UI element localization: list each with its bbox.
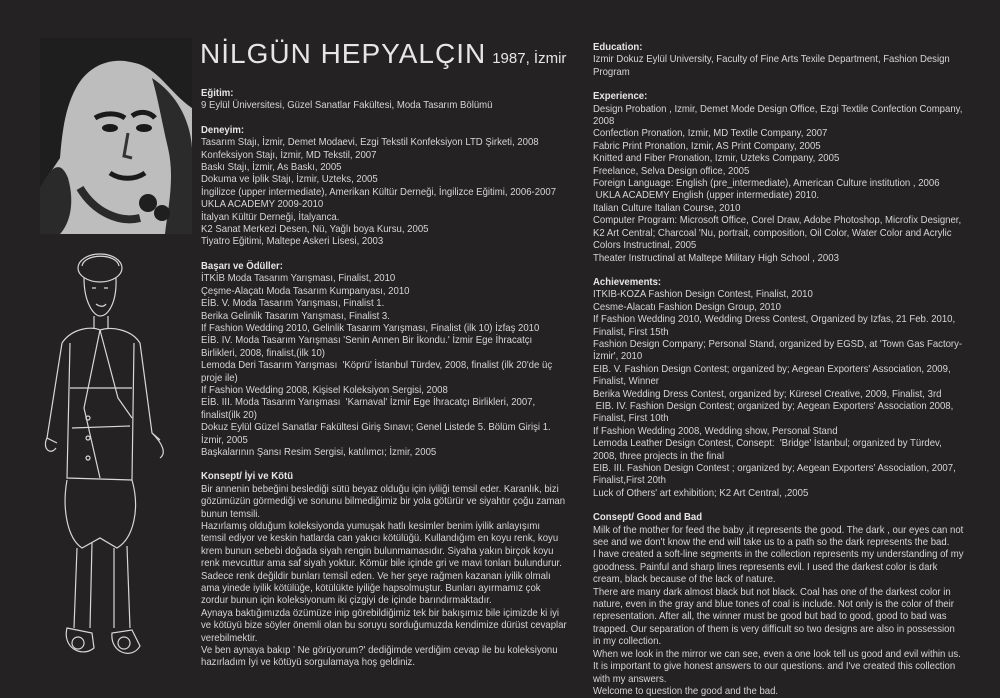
- achievements-heading-tr: Başarı ve Ödüller:: [201, 260, 283, 272]
- page-title: [200, 38, 566, 70]
- achievements-text-en: ITKIB-KOZA Fashion Design Contest, Finalist, 2010 Cesme-Alacatı Fashion Design Group, 2010 If Fashion Wedding 2010, Wedding Dress Contest, Organized by Izfas, 21 Feb. 2010, Finalist, First 15th Fashion Design Company; Personal Stand, organized by EGSD, at 'Town Gas Factory- İzmir', 2010 EIB. V. Fashion Design Contest; organized by; Aegean Exporters' Association, 2009, Finalist, Winner Berika Wedding Dress Contest, organized by; Küresel Creative, 2009, Finalist, 3rd EIB. IV. Fashion Design Contest; organized by; Aegean Exporters' Association 2008, Finalist, First 10th If Fashion Wedding 2008, Wedding show, Personal Stand Lemoda Leather Design Contest, Consept: 'Bridge' İstanbul; organized by Türdev, 2008, three projects in the final EIB. III. Fashion Design Contest ; organized by; Aegean Exporters' Association, 2007, Finalist,First 20th Luck of Others' art exhibition; K2 Art Central, ,2005: [593, 289, 963, 499]
- concept-text-tr: Bir annenin bebeğini beslediği sütü beyaz olduğu için iyiliği temsil eder. Karanlık, bizi gözümüzün görmediği ve sonunu bilmediğimiz bir yola götürür ve siyahtır çoğu zaman bunun temsili. Hazırlamış olduğum koleksiyonda yumuşak hatlı kesimler benim iyilik anlayışımı temsil ediyor ve keskin hatlarda can yakıcı kötülüğü. Kullandığım en koyu renk, koyu krem bunun sebebi doğada siyah rengin bulunmamasıdır. Siyaha yakın birçok koyu renk mevcuttur ama saf siyah yoktur. Kömür bile içinde gri ve mavi tonları bulundurur. Sadece renk değildir bunları temsil eden. Ve her şeye rağmen kazanan iyilik olmalı ama yinede iyilik kötülüğe, kötülükte iyiliğe hapsolmuştur. Bunları ayırmamız çok zordur bunun için koleksiyonum iki çizgiyi de içinde barındırmaktadır. Aynaya baktığımızda özümüze inip görebildiğimiz tek bir bakışımız bile içimizde ki iyi ve kötüyü bize söyler önemli olan bu soruyu sorduğumuzda kendimize dürüst cevaplar verebilmektir. Ve ben aynaya bakıp ' Ne görüyorum?' dediğimde verdiğim cevap ile bu koleksiyonu hazırladım İyi ve kötüyü sorgulamaya hoş geldiniz.: [201, 483, 567, 669]
- experience-text-en: Design Probation , Izmir, Demet Mode Design Office, Ezgi Textile Confection Company, 2008 Confection Pronation, Izmir, MD Textile Company, 2007 Fabric Print Pronation, Izmir, AS Print Company, 2005 Knitted and Fiber Pronation, Izmir, Uzteks Company, 2005 Freelance, Selva Design office, 2005 Foreign Language: English (pre_intermediate), American Culture institution , 2006 UKLA ACADEMY English (upper intermediate) 2010. Italian Culture Italian Course, 2010 Computer Program: Microsoft Office, Corel Draw, Adobe Photoshop, Microfix Designer, K2 Art Central; Charcoal 'Nu, portrait, composition, Oil Color, Water Color and Acrylic Colors Instructinal, 2005 Theater Instructinal at Maltepe Military High School , 2003: [593, 103, 963, 264]
- education-heading-tr: Eğitim:: [201, 88, 234, 99]
- education-text-tr: 9 Eylül Üniversitesi, Güzel Sanatlar Fakültesi, Moda Tasarım Bölümü: [201, 100, 493, 112]
- education-heading-en: Education:: [593, 42, 643, 53]
- experience-heading-en: Experience:: [593, 91, 648, 103]
- english-cv-column: [593, 42, 964, 698]
- fashion-illustration: [22, 248, 177, 673]
- portrait-photo: [40, 38, 192, 234]
- experience-heading-tr: Deneyim:: [201, 124, 245, 136]
- designer-name: NİLGÜN HEPYALÇIN: [200, 38, 487, 69]
- achievements-heading-en: Achievements:: [593, 276, 662, 288]
- education-text-en: Izmir Dokuz Eylül University, Faculty of Fine Arts Texile Department, Fashion Design Program: [593, 54, 953, 78]
- experience-text-tr: Tasarım Stajı, İzmir, Demet Modaevi, Ezgi Tekstil Konfeksiyon LTD Şirketi, 2008 Konfeksiyon Stajı, İzmir, MD Tekstil, 2007 Baskı Stajı, İzmir, As Baskı, 2005 Dokuma ve İplik Stajı, İzmir, Uzteks, 2005 İngilizce (upper intermediate), Amerikan Kültür Derneği, İngilizce Eğitimi, 2006-2007 UKLA ACADEMY 2009-2010 İtalyan Kültür Derneği, İtalyanca. K2 Sanat Merkezi Desen, Nü, Yağlı boya Kursu, 2005 Tiyatro Eğitimi, Maltepe Askeri Lisesi, 2003: [201, 137, 557, 248]
- achievements-text-tr: İTKİB Moda Tasarım Yarışması, Finalist, 2010 Çeşme-Alaçatı Moda Tasarım Kumpanyası, 2010 EİB. V. Moda Tasarım Yarışması, Finalist 1. Berika Gelinlik Tasarım Yarışması, Finalist 3. If Fashion Wedding 2010, Gelinlik Tasarım Yarışması, Finalist (ilk 10) İzfaş 2010 EİB. IV. Moda Tasarım Yarışması 'Senin Annen Bir İkondu.' İzmir Ege İhracatçı Birlikleri, 2008, finalist,(ilk 10) Lemoda Deri Tasarım Yarışması 'Köprü' İstanbul Türdev, 2008, finalist (ilk 20'de üç proje ile) If Fashion Wedding 2008, Kişisel Koleksiyon Sergisi, 2008 EİB. III. Moda Tasarım Yarışması 'Karnaval' İzmir Ege İhracatçı Birlikleri, 2007, finalist(ilk 20) Dokuz Eylül Güzel Sanatlar Fakültesi Giriş Sınavı; Genel Listede 5. Bölüm Girişi 1. İzmir, 2005 Başkalarının Şansı Resim Sergisi, katılımcı; İzmir, 2005: [201, 273, 553, 458]
- concept-heading-tr: Konsept/ İyi ve Kötü: [201, 471, 294, 483]
- turkish-cv-column: [201, 88, 568, 670]
- birth-info: 1987, İzmir: [492, 50, 567, 67]
- concept-heading-en: Consept/ Good and Bad: [593, 512, 703, 524]
- concept-text-en: Milk of the mother for feed the baby ,it represents the good. The dark , our eyes can not see and we don't know the end will take us to a path so the dark represents the bad. I have created a soft-line segments in the collection represents my understanding of my goodness. Painful and sharp lines represents evil. I used the darkest color is dark cream, black because of the lack of nature. There are many dark almost black but not black. Coal has one of the darkest color in nature, even in the gray and blue tones of coal is include. Not only is the color of their representation. After all, the winner must be good but bad to good, good to bad was trapped. Our separation of them is very difficult so two designs are also in possession in my collection. When we look in the mirror we can see, even a one look tell us good and evil within us. It is important to give honest answers to our questions. and I've created this collection with my answers. Welcome to question the good and the bad.: [593, 524, 964, 697]
